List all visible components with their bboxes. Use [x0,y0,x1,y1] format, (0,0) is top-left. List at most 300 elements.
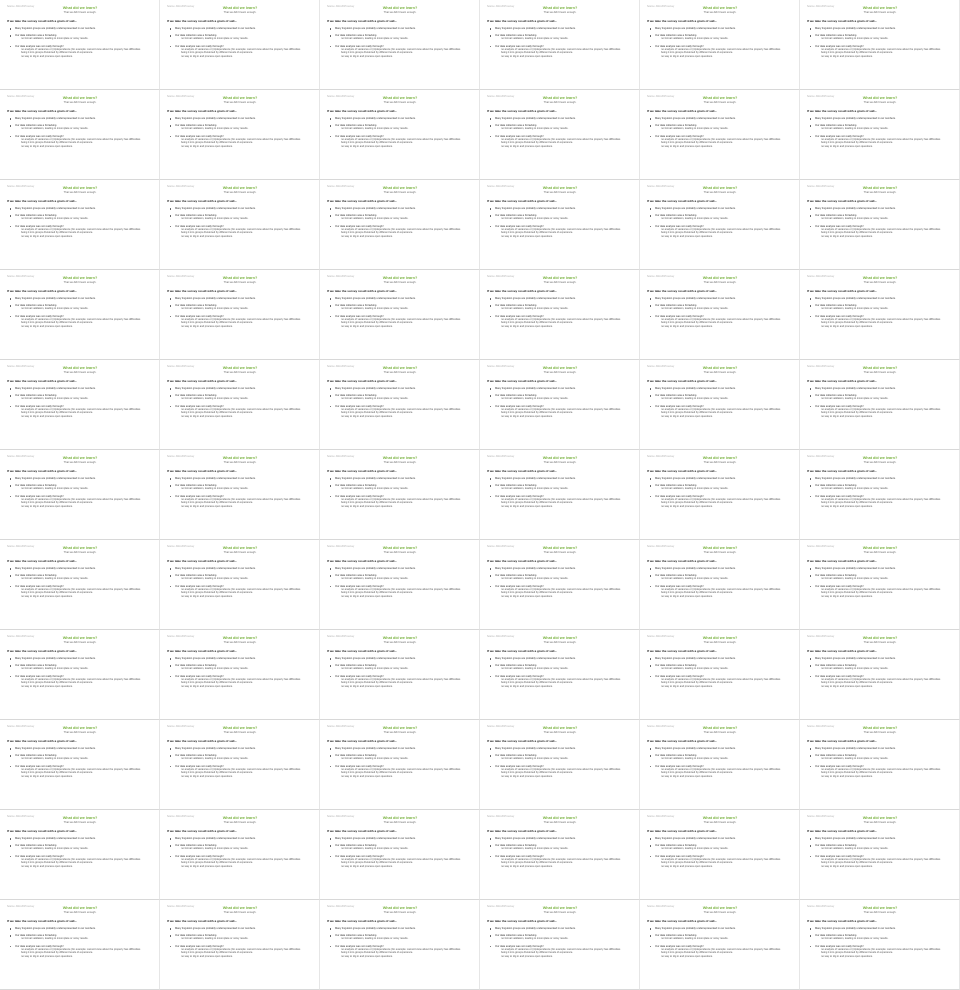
slide-header [40,906,120,914]
sub-bullet-text: no analysis of variances or (in)dependence (for example: cannot know about the property has difficulties being it into groups divisioned by different levels of experience. [341,47,461,54]
bullet-item [9,297,155,300]
sub-bullet-text: no way to dig in and process open questions. [501,504,553,508]
bullet-item [809,934,955,940]
slide-thumbnail[interactable] [0,810,160,900]
header-question: What did we learn? [542,276,578,280]
header-question: What did we learn? [222,816,258,820]
header-question: What did we learn? [542,546,578,550]
bullet-item [169,927,315,930]
sub-bullet-text: no way to dig in and process open questions. [181,684,233,688]
header-subtitle: That we didn't learn enough. [703,550,737,554]
bullet-text: Our data analysis was not really thorough! [15,404,64,408]
slide-thumbnail[interactable] [0,90,160,180]
sub-bullet-text: no analysis of variances or (in)dependence (for example: cannot know about the property has difficulties being it into groups divisioned by different levels of experience. [661,767,781,774]
source-caption: Source: ANA 2015 survey [487,905,515,908]
source-caption: Source: ANA 2015 survey [807,275,835,278]
bullet-list [809,747,955,778]
slide-thumbnail[interactable] [640,810,800,900]
bullet-item [649,574,795,580]
bullet-text: Our data collection was a bit lacking. [335,393,378,397]
slide-thumbnail[interactable] [160,900,320,990]
bullet-text: Our data analysis was not really thorough! [15,944,64,948]
slide-thumbnail[interactable] [0,0,160,90]
slide-title: If we take the survey result with a grain of salt... [167,649,238,653]
bullet-text: Our data analysis was not really thorough! [175,224,224,228]
slide-thumbnail[interactable] [800,180,960,270]
sub-bullet-text: no formal validation, leading to incomplete or noisy results. [21,487,89,490]
bullet-list [489,207,635,238]
bullet-text: Our data analysis was not really thorough! [655,764,704,768]
bullet-text: Our data collection was a bit lacking. [815,933,858,937]
slide-title: If we take the survey result with a grain of salt... [647,199,718,203]
bullet-item [809,574,955,580]
header-question: What did we learn? [542,96,578,100]
slide-thumbnail[interactable] [320,90,480,180]
bullet-item [649,304,795,310]
sub-bullet-text: no formal validation, leading to incomplete or noisy results. [821,487,889,490]
bullet-text: Our data collection was a bit lacking. [815,663,858,667]
sub-bullet-text: no way to dig in and process open questions. [21,54,73,58]
header-question: What did we learn? [382,6,418,10]
bullet-item [649,387,795,390]
slide-thumbnail[interactable] [800,630,960,720]
bullet-item [329,837,475,840]
sub-bullet-text: no way to dig in and process open questions. [181,324,233,328]
header-question: What did we learn? [862,726,898,730]
bullet-item [329,754,475,760]
header-subtitle: That we didn't learn enough. [63,550,97,554]
slide-thumbnail[interactable] [800,900,960,990]
bullet-list [169,567,315,598]
bullet-text: Our data collection was a bit lacking. [335,663,378,667]
header-subtitle: That we didn't learn enough. [63,460,97,464]
bullet-item [489,207,635,210]
slide-thumbnail[interactable] [160,270,320,360]
bullet-text: Our data collection was a bit lacking. [655,393,698,397]
slide-thumbnail[interactable] [480,450,640,540]
slide-title: If we take the survey result with a grain of salt... [647,469,718,473]
bullet-text: Our data collection was a bit lacking. [815,33,858,37]
slide-title: If we take the survey result with a grain of salt... [327,919,398,923]
sub-bullet-text: no formal validation, leading to incomplete or noisy results. [341,757,409,760]
bullet-item [649,394,795,400]
slide-header [840,366,920,374]
bullet-text: Our data analysis was not really thorough! [15,494,64,498]
sub-bullet-text: no formal validation, leading to incomplete or noisy results. [21,37,89,40]
sub-bullet-text: no way to dig in and process open questions. [661,684,713,688]
slide-thumbnail[interactable] [800,360,960,450]
bullet-item [489,675,635,688]
bullet-text: Many linguistic groups are probably underrepresented in our numbers. [175,27,256,30]
slide-header [840,546,920,554]
bullet-list [169,837,315,868]
sub-bullet-text: no way to dig in and process open questions. [21,684,73,688]
bullet-item [809,747,955,750]
slide-thumbnail[interactable] [160,360,320,450]
bullet-item [329,27,475,30]
bullet-item [809,495,955,508]
sub-bullet-text: no formal validation, leading to incomplete or noisy results. [21,127,89,130]
slide-thumbnail[interactable] [800,90,960,180]
bullet-list [9,117,155,148]
bullet-text: Our data analysis was not really thorough! [655,674,704,678]
slide-thumbnail[interactable] [320,180,480,270]
bullet-item [649,844,795,850]
bullet-text: Our data analysis was not really thorough! [655,314,704,318]
sub-bullet-text: no way to dig in and process open questions. [821,324,873,328]
sub-bullet-text: no analysis of variances or (in)dependence (for example: cannot know about the property has difficulties being it into groups divisioned by different levels of experience. [21,497,141,504]
sub-bullet-text: no formal validation, leading to incomplete or noisy results. [821,127,889,130]
bullet-text: Our data collection was a bit lacking. [175,303,218,307]
slide-header [360,726,440,734]
bullet-item [809,394,955,400]
slide-thumbnail[interactable] [0,360,160,450]
bullet-item [809,484,955,490]
bullet-text: Our data analysis was not really thorough! [15,854,64,858]
sub-bullet-text: no formal validation, leading to incomplete or noisy results. [341,667,409,670]
sub-bullet-text: no formal validation, leading to incomplete or noisy results. [181,667,249,670]
slide-thumbnail[interactable] [160,810,320,900]
bullet-text: Our data analysis was not really thorough! [655,44,704,48]
bullet-text: Our data collection was a bit lacking. [15,123,58,127]
bullet-text: Many linguistic groups are probably underrepresented in our numbers. [175,387,256,390]
header-subtitle: That we didn't learn enough. [63,820,97,824]
sub-bullet-text: no analysis of variances or (in)dependence (for example: cannot know about the property has difficulties being it into groups divisioned by different levels of experience. [21,947,141,954]
bullet-item [9,927,155,930]
bullet-text: Our data collection was a bit lacking. [175,33,218,37]
bullet-item [489,477,635,480]
bullet-text: Our data collection was a bit lacking. [335,753,378,757]
header-question: What did we learn? [702,546,738,550]
bullet-list [9,387,155,418]
bullet-item [329,304,475,310]
bullet-item [809,754,955,760]
source-caption: Source: ANA 2015 survey [807,815,835,818]
header-question: What did we learn? [702,96,738,100]
sub-bullet-text: no formal validation, leading to incomplete or noisy results. [21,577,89,580]
sub-bullet-text: no analysis of variances or (in)dependence (for example: cannot know about the property has difficulties being it into groups divisioned by different levels of experience. [341,587,461,594]
slide-title: If we take the survey result with a grain of salt... [647,559,718,563]
bullet-text: Our data collection was a bit lacking. [335,33,378,37]
bullet-text: Our data analysis was not really thorough! [335,134,384,138]
source-caption: Source: ANA 2015 survey [7,5,35,8]
source-caption: Source: ANA 2015 survey [807,185,835,188]
slide-thumbnail[interactable] [640,360,800,450]
source-caption: Source: ANA 2015 survey [167,365,195,368]
bullet-text: Many linguistic groups are probably underrepresented in our numbers. [175,207,256,210]
header-subtitle: That we didn't learn enough. [543,910,577,914]
bullet-text: Our data analysis was not really thorough! [335,404,384,408]
bullet-item [329,574,475,580]
bullet-item [329,495,475,508]
slide-thumbnail[interactable] [0,540,160,630]
slide-thumbnail[interactable] [640,270,800,360]
slide-thumbnail[interactable] [320,0,480,90]
slide-thumbnail[interactable] [480,90,640,180]
slide-header [840,906,920,914]
sub-bullet-text: no formal validation, leading to incomplete or noisy results. [181,307,249,310]
bullet-item [489,45,635,58]
bullet-item [169,477,315,480]
bullet-list [9,477,155,508]
bullet-item [489,754,635,760]
slide-header [40,726,120,734]
bullet-item [809,567,955,570]
source-caption: Source: ANA 2015 survey [327,635,355,638]
bullet-list [169,207,315,238]
slide-header [40,456,120,464]
header-question: What did we learn? [542,636,578,640]
slide-thumbnail[interactable] [160,90,320,180]
bullet-item [169,837,315,840]
sub-bullet-text: no way to dig in and process open questions. [501,594,553,598]
slide-title: If we take the survey result with a grain of salt... [327,109,398,113]
source-caption: Source: ANA 2015 survey [327,5,355,8]
sub-bullet-text: no formal validation, leading to incomplete or noisy results. [181,757,249,760]
header-subtitle: That we didn't learn enough. [223,190,257,194]
slide-title: If we take the survey result with a grain of salt... [647,289,718,293]
slide-header [360,546,440,554]
slide-header [360,186,440,194]
slide-thumbnail[interactable] [320,630,480,720]
bullet-text: Our data collection was a bit lacking. [655,33,698,37]
sub-bullet-text: no way to dig in and process open questions. [21,954,73,958]
slide-thumbnail[interactable] [800,270,960,360]
bullet-list [489,387,635,418]
header-question: What did we learn? [702,186,738,190]
source-caption: Source: ANA 2015 survey [647,275,675,278]
header-question: What did we learn? [62,6,98,10]
bullet-text: Our data collection was a bit lacking. [175,573,218,577]
slide-thumbnail[interactable] [640,540,800,630]
sub-bullet-text: no analysis of variances or (in)dependence (for example: cannot know about the property has difficulties being it into groups divisioned by different levels of experience. [501,677,621,684]
sub-bullet-text: no formal validation, leading to incomplete or noisy results. [341,397,409,400]
slide-title: If we take the survey result with a grain of salt... [807,199,878,203]
slide-thumbnail[interactable] [640,720,800,810]
source-caption: Source: ANA 2015 survey [7,95,35,98]
header-question: What did we learn? [542,816,578,820]
slide-header [200,186,280,194]
bullet-list [649,657,795,688]
slide-thumbnail[interactable] [0,450,160,540]
header-subtitle: That we didn't learn enough. [543,640,577,644]
bullet-item [9,405,155,418]
slide-title: If we take the survey result with a grain of salt... [327,199,398,203]
header-question: What did we learn? [62,816,98,820]
header-question: What did we learn? [62,276,98,280]
slide-header [520,546,600,554]
bullet-text: Our data analysis was not really thorough! [175,944,224,948]
slide-thumbnail[interactable] [320,900,480,990]
slide-thumbnail[interactable] [800,810,960,900]
slide-title: If we take the survey result with a grain of salt... [327,289,398,293]
sub-bullet-text: no formal validation, leading to incomplete or noisy results. [181,937,249,940]
bullet-list [649,207,795,238]
slide-thumbnail[interactable] [480,720,640,810]
slide-title: If we take the survey result with a grain of salt... [167,109,238,113]
bullet-item [169,34,315,40]
slide-thumbnail[interactable] [480,540,640,630]
bullet-list [809,477,955,508]
bullet-text: Our data collection was a bit lacking. [15,33,58,37]
bullet-item [329,405,475,418]
bullet-text: Many linguistic groups are probably underrepresented in our numbers. [655,387,736,390]
slide-thumbnail[interactable] [320,270,480,360]
sub-bullet-text: no way to dig in and process open questions. [661,774,713,778]
bullet-item [9,124,155,130]
bullet-text: Our data analysis was not really thorough! [335,224,384,228]
slide-header [200,636,280,644]
slide-thumbnail[interactable] [0,630,160,720]
slide-thumbnail[interactable] [480,900,640,990]
slide-thumbnail[interactable] [160,0,320,90]
slide-thumbnail[interactable] [800,540,960,630]
sub-bullet-text: no formal validation, leading to incomplete or noisy results. [661,127,729,130]
slide-thumbnail[interactable] [640,0,800,90]
bullet-item [169,747,315,750]
bullet-item [9,585,155,598]
sub-bullet-text: no way to dig in and process open questions. [501,324,553,328]
bullet-item [169,657,315,660]
bullet-item [489,124,635,130]
slide-title: If we take the survey result with a grain of salt... [647,649,718,653]
header-subtitle: That we didn't learn enough. [703,10,737,14]
slide-thumbnail[interactable] [640,180,800,270]
source-caption: Source: ANA 2015 survey [167,905,195,908]
slide-thumbnail[interactable] [320,810,480,900]
bullet-item [489,405,635,418]
sub-bullet-text: no analysis of variances or (in)dependence (for example: cannot know about the property has difficulties being it into groups divisioned by different levels of experience. [821,137,941,144]
bullet-text: Our data collection was a bit lacking. [655,933,698,937]
bullet-list [809,657,955,688]
bullet-text: Our data collection was a bit lacking. [15,213,58,217]
sub-bullet-text: no analysis of variances or (in)dependence (for example: cannot know about the property has difficulties being it into groups divisioned by different levels of experience. [661,947,781,954]
slide-thumbnail[interactable] [480,810,640,900]
bullet-item [809,124,955,130]
slide-thumbnail[interactable] [160,720,320,810]
slide-thumbnail[interactable] [320,360,480,450]
bullet-list [649,477,795,508]
slide-thumbnail[interactable] [480,270,640,360]
header-subtitle: That we didn't learn enough. [223,370,257,374]
bullet-item [169,664,315,670]
slide-thumbnail[interactable] [0,720,160,810]
sub-bullet-text: no formal validation, leading to incomplete or noisy results. [21,307,89,310]
source-caption: Source: ANA 2015 survey [167,95,195,98]
source-caption: Source: ANA 2015 survey [647,905,675,908]
header-subtitle: That we didn't learn enough. [383,550,417,554]
slide-thumbnail[interactable] [0,900,160,990]
bullet-item [649,225,795,238]
bullet-text: Our data collection was a bit lacking. [495,33,538,37]
bullet-item [9,214,155,220]
source-caption: Source: ANA 2015 survey [487,5,515,8]
slide-thumbnail[interactable] [640,450,800,540]
slide-thumbnail[interactable] [320,720,480,810]
slide-thumbnail[interactable] [160,180,320,270]
slide-thumbnail[interactable] [480,180,640,270]
sub-bullet-text: no formal validation, leading to incomplete or noisy results. [21,937,89,940]
slide-header [40,186,120,194]
slide-title: If we take the survey result with a grain of salt... [167,829,238,833]
bullet-item [9,387,155,390]
bullet-list [329,117,475,148]
bullet-text: Our data collection was a bit lacking. [815,123,858,127]
bullet-text: Our data collection was a bit lacking. [335,213,378,217]
slide-thumbnail[interactable] [480,0,640,90]
bullet-text: Many linguistic groups are probably underrepresented in our numbers. [335,297,416,300]
bullet-item [9,675,155,688]
slide-title: If we take the survey result with a grain of salt... [807,739,878,743]
slide-header [680,906,760,914]
slide-thumbnail[interactable] [160,540,320,630]
bullet-text: Many linguistic groups are probably underrepresented in our numbers. [815,567,896,570]
sub-bullet-text: no formal validation, leading to incomplete or noisy results. [341,37,409,40]
slide-thumbnail[interactable] [320,540,480,630]
bullet-item [169,567,315,570]
slide-thumbnail[interactable] [320,450,480,540]
bullet-text: Our data analysis was not really thorough! [15,674,64,678]
header-subtitle: That we didn't learn enough. [383,460,417,464]
bullet-item [9,225,155,238]
header-subtitle: That we didn't learn enough. [383,730,417,734]
bullet-text: Our data collection was a bit lacking. [15,573,58,577]
header-question: What did we learn? [382,546,418,550]
bullet-text: Our data collection was a bit lacking. [15,663,58,667]
header-subtitle: That we didn't learn enough. [863,910,897,914]
slide-thumbnail[interactable] [160,630,320,720]
header-subtitle: That we didn't learn enough. [863,820,897,824]
sub-bullet-text: no way to dig in and process open questions. [501,864,553,868]
slide-thumbnail[interactable] [640,630,800,720]
slide-header [360,6,440,14]
bullet-item [489,225,635,238]
header-question: What did we learn? [222,636,258,640]
sub-bullet-text: no formal validation, leading to incomplete or noisy results. [501,577,569,580]
sub-bullet-text: no analysis of variances or (in)dependence (for example: cannot know about the property has difficulties being it into groups divisioned by different levels of experience. [341,677,461,684]
header-subtitle: That we didn't learn enough. [863,100,897,104]
bullet-item [169,934,315,940]
slide-thumbnail[interactable] [160,450,320,540]
slide-thumbnail[interactable] [640,90,800,180]
slide-thumbnail[interactable] [800,720,960,810]
slide-thumbnail[interactable] [480,360,640,450]
slide-thumbnail[interactable] [0,270,160,360]
bullet-item [169,405,315,418]
sub-bullet-text: no way to dig in and process open questions. [341,54,393,58]
sub-bullet-text: no formal validation, leading to incomplete or noisy results. [501,217,569,220]
sub-bullet-text: no formal validation, leading to incomplete or noisy results. [661,847,729,850]
bullet-item [9,855,155,868]
slide-thumbnail[interactable] [800,0,960,90]
slide-thumbnail[interactable] [640,900,800,990]
bullet-text: Our data analysis was not really thorough! [495,764,544,768]
sub-bullet-text: no analysis of variances or (in)dependence (for example: cannot know about the property has difficulties being it into groups divisioned by different levels of experience. [21,587,141,594]
slide-title: If we take the survey result with a grain of salt... [327,379,398,383]
slide-thumbnail[interactable] [480,630,640,720]
source-caption: Source: ANA 2015 survey [167,815,195,818]
slide-thumbnail[interactable] [800,450,960,540]
slide-title: If we take the survey result with a grain of salt... [7,289,78,293]
bullet-item [329,225,475,238]
bullet-text: Our data analysis was not really thorough! [495,854,544,858]
sub-bullet-text: no formal validation, leading to incomplete or noisy results. [821,217,889,220]
slide-thumbnail[interactable] [0,180,160,270]
sub-bullet-text: no formal validation, leading to incomplete or noisy results. [501,307,569,310]
sub-bullet-text: no formal validation, leading to incomplete or noisy results. [661,577,729,580]
sub-bullet-text: no way to dig in and process open questions. [341,414,393,418]
sub-bullet-text: no analysis of variances or (in)dependence (for example: cannot know about the property has difficulties being it into groups divisioned by different levels of experience. [661,407,781,414]
